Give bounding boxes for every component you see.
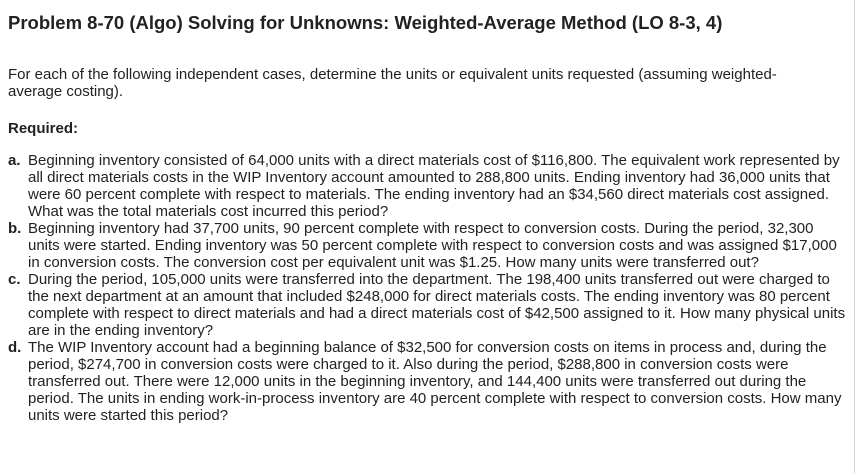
part-a [8,152,848,220]
required-heading: Required: [8,120,79,137]
problem-title: Problem 8-70 (Algo) Solving for Unknowns: Weighted-Average Method (LO 8-3, 4) [8,12,723,33]
part-c [8,271,848,339]
part-letter: c. [8,271,21,288]
problem-intro: For each of the following independent cases, determine the units or equivalent units requested (assuming weighted-average costing). [8,66,777,100]
part-letter: b. [8,220,22,237]
part-text: The WIP Inventory account had a beginning balance of $32,500 for conversion costs on items in process and, during the period, $274,700 in conversion costs were charged to it. Also during the period, $288,800 in conversion costs were transferred out. There were 12,000 units in the beginning inventory, and 144,400 units were transferred out during the period. The units in ending work-in-process inventory are 40 percent complete with respect to conversion costs. How many units were started this period? [28,339,842,424]
required-parts-list [8,152,848,424]
part-letter: d. [8,339,22,356]
part-text: During the period, 105,000 units were transferred into the department. The 198,400 units transferred out were charged to the next department at an amount that included $248,000 for direct materials costs. The ending inventory was 80 percent complete with respect to direct materials and had a direct materials cost of $42,500 assigned to it. How many physical units are in the ending inventory? [28,271,846,339]
page-divider [854,0,855,473]
part-b [8,220,848,271]
part-text: Beginning inventory had 37,700 units, 90 percent complete with respect to conversion costs. During the period, 32,300 units were started. Ending inventory was 50 percent complete with respect to conversion costs and was assigned $17,000 in conversion costs. The conversion cost per equivalent unit was $1.25. How many units were transferred out? [28,220,837,271]
part-letter: a. [8,152,21,169]
part-text: Beginning inventory consisted of 64,000 units with a direct materials cost of $116,800. The equivalent work represented by all direct materials costs in the WIP Inventory account amounted to 288,800 units. Ending inventory had 36,000 units that were 60 percent complete with respect to materials. The ending inventory had an $34,560 direct materials cost assigned. What was the total materials cost incurred this period? [28,152,840,220]
part-d [8,339,848,424]
